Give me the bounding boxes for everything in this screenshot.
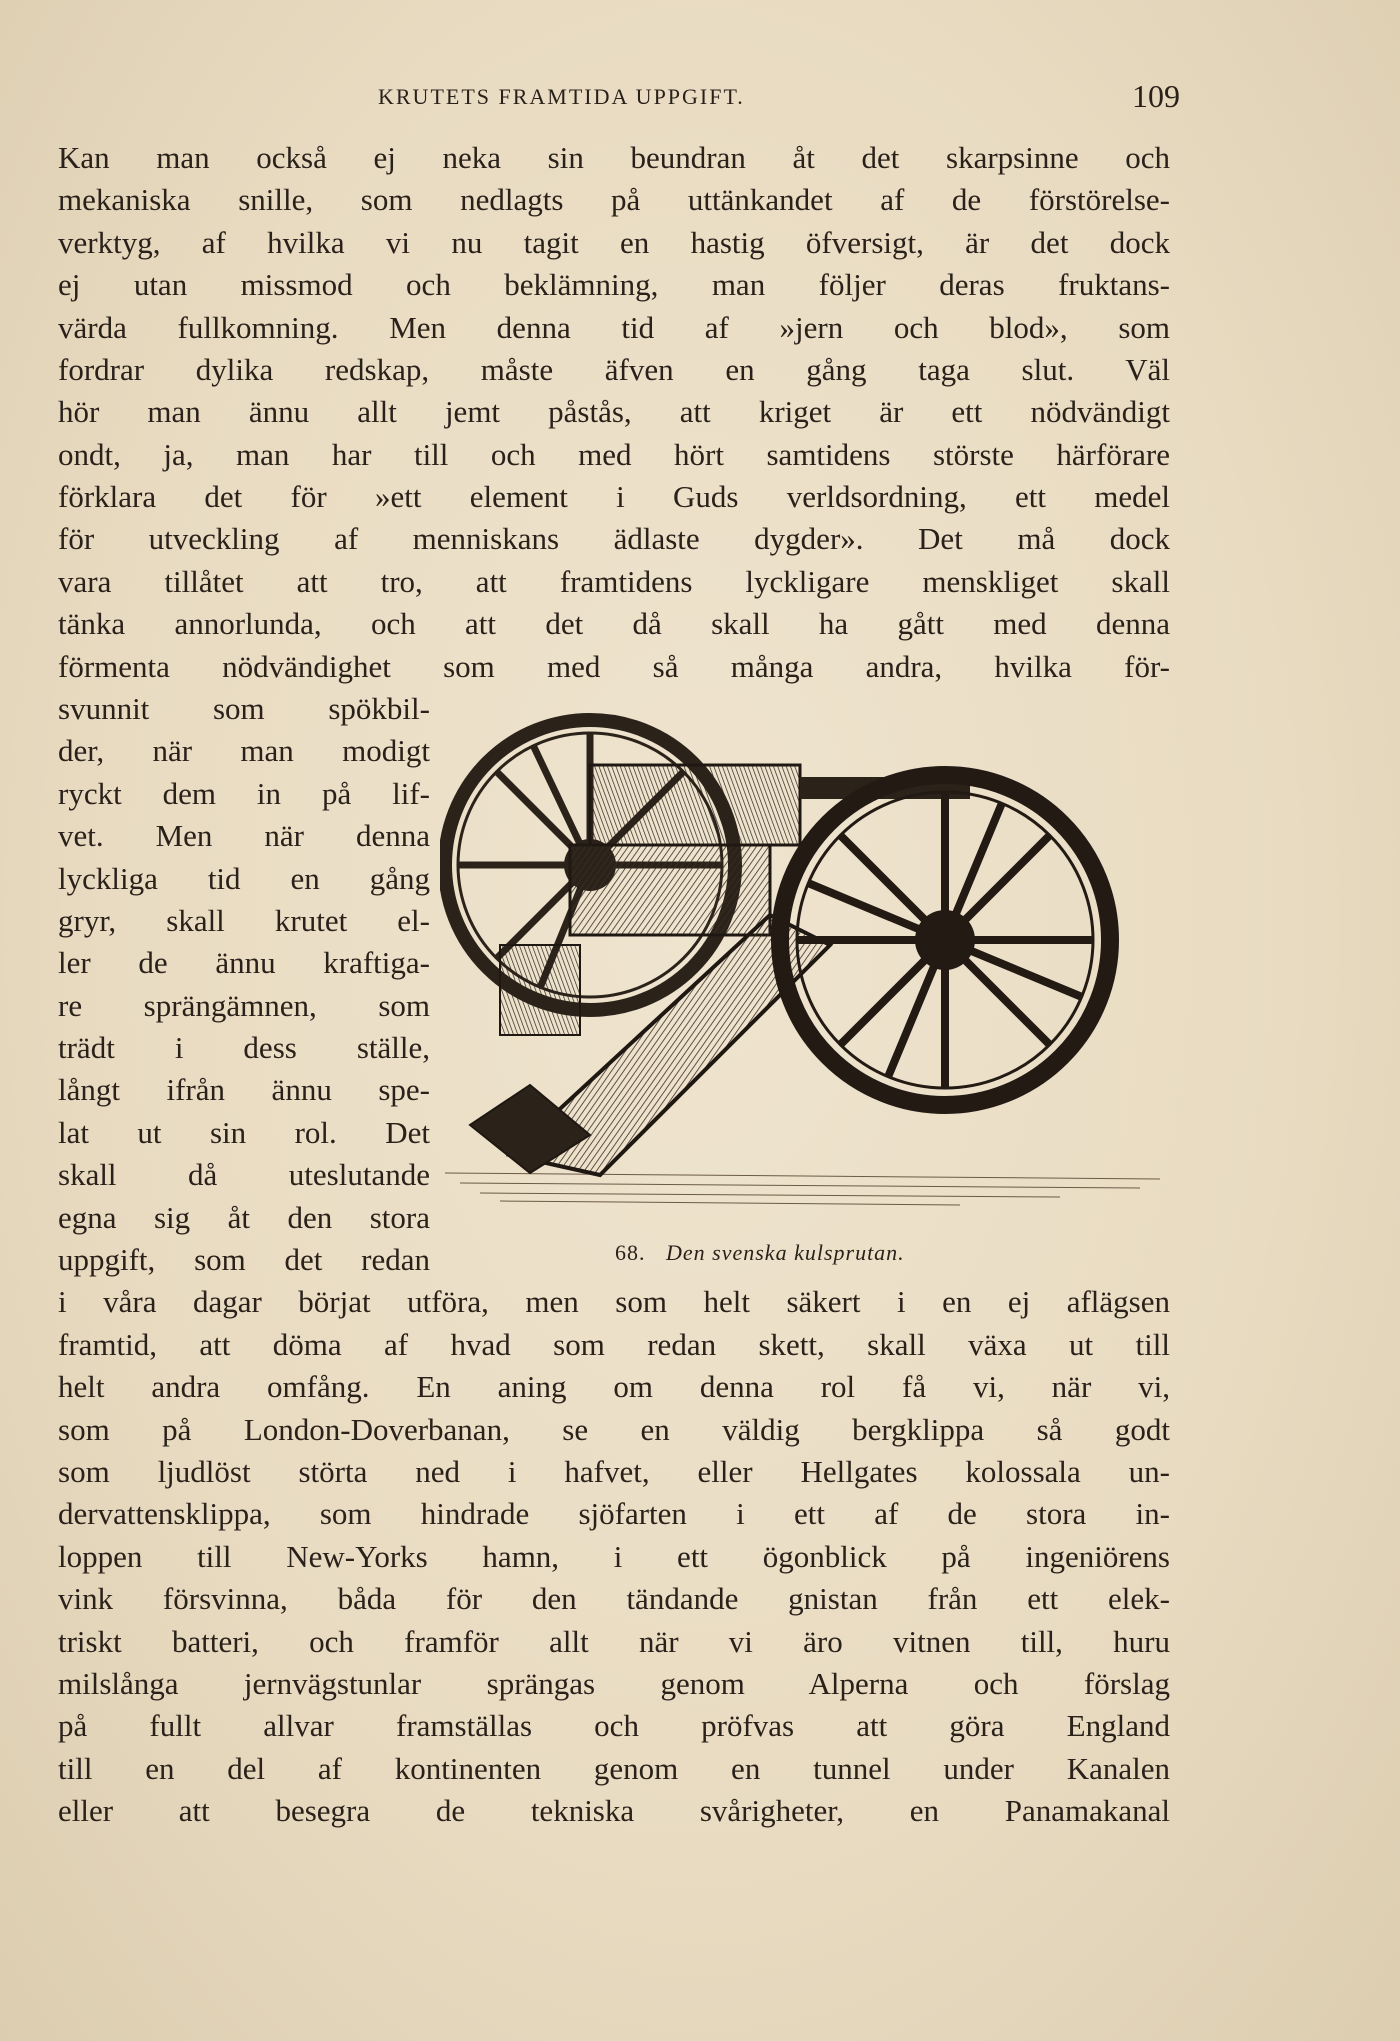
body-line: i våra dagar börjat utföra, men som helt säkert i en ej aflägsen xyxy=(58,1284,1170,1319)
body-line: loppen till New-Yorks hamn, i ett ögonblick på ingeniörens xyxy=(58,1539,1170,1574)
body-line: eller att besegra de tekniska svårigheter, en Panamakanal xyxy=(58,1793,1170,1828)
body-line: hör man ännu allt jemt påstås, att kriget är ett nödvändigt xyxy=(58,394,1170,429)
body-line: för utveckling af menniskans ädlaste dygder». Det må dock xyxy=(58,521,1170,556)
side-line: gryr, skall krutet el- xyxy=(58,903,430,938)
side-line: långt ifrån ännu spe- xyxy=(58,1072,430,1107)
body-line: tänka annorlunda, och att det då skall ha gått med denna xyxy=(58,606,1170,641)
body-line: värda fullkomning. Men denna tid af »jern och blod», som xyxy=(58,310,1170,345)
gatling-gun-illustration xyxy=(440,705,1180,1225)
body-line: på fullt allvar framställas och pröfvas att göra England xyxy=(58,1708,1170,1743)
body-line: mekaniska snille, som nedlagts på uttänkandet af de förstörelse- xyxy=(58,182,1170,217)
side-line: ryckt dem in på lif- xyxy=(58,776,430,811)
side-line: ler de ännu kraftiga- xyxy=(58,945,430,980)
front-wheel xyxy=(780,775,1110,1105)
body-line: vara tillåtet att tro, att framtidens lyckligare menskliget skall xyxy=(58,564,1170,599)
figure-caption-text: Den svenska kulsprutan. xyxy=(666,1240,905,1265)
body-line: framtid, att döma af hvad som redan skett, skall växa ut till xyxy=(58,1327,1170,1362)
side-line: lyckliga tid en gång xyxy=(58,861,430,896)
body-line: som ljudlöst störta ned i hafvet, eller Hellgates kolossala un- xyxy=(58,1454,1170,1489)
body-line: förmenta nödvändighet som med så många andra, hvilka för- xyxy=(58,649,1170,684)
body-line: milslånga jernvägstunlar sprängas genom Alperna och förslag xyxy=(58,1666,1170,1701)
body-line: verktyg, af hvilka vi nu tagit en hastig öfversigt, är det dock xyxy=(58,225,1170,260)
body-line: ej utan missmod och beklämning, man följer deras fruktans- xyxy=(58,267,1170,302)
side-line: svunnit som spökbil- xyxy=(58,691,430,726)
body-line: ondt, ja, man har till och med hört samtidens störste härförare xyxy=(58,437,1170,472)
body-line: triskt batteri, och framför allt när vi äro vitnen till, huru xyxy=(58,1624,1170,1659)
body-line: förklara det för »ett element i Guds verldsordning, ett medel xyxy=(58,479,1170,514)
side-line: uppgift, som det redan xyxy=(58,1242,430,1277)
side-line: lat ut sin rol. Det xyxy=(58,1115,430,1150)
side-line: der, när man modigt xyxy=(58,733,430,768)
body-line: helt andra omfång. En aning om denna rol få vi, när vi, xyxy=(58,1369,1170,1404)
body-line: vink försvinna, båda för den tändande gnistan från ett elek- xyxy=(58,1581,1170,1616)
side-line: vet. Men när denna xyxy=(58,818,430,853)
gatling-gun-engraving xyxy=(440,705,1180,1215)
body-line: till en del af kontinenten genom en tunnel under Kanalen xyxy=(58,1751,1170,1786)
running-head: KRUTETS FRAMTIDA UPPGIFT. xyxy=(378,84,745,109)
page-number: 109 xyxy=(1132,78,1180,114)
figure-number: 68. xyxy=(615,1240,646,1265)
side-line: re sprängämnen, som xyxy=(58,988,430,1023)
page-header xyxy=(60,78,1180,118)
side-line: trädt i dess ställe, xyxy=(58,1030,430,1065)
body-line: dervattensklippa, som hindrade sjöfarten i ett af de stora in- xyxy=(58,1496,1170,1531)
body-line: Kan man också ej neka sin beundran åt det skarpsinne och xyxy=(58,140,1170,175)
body-line: som på London-Doverbanan, se en väldig bergklippa så godt xyxy=(58,1412,1170,1447)
body-line: fordrar dylika redskap, måste äfven en gång taga slut. Väl xyxy=(58,352,1170,387)
side-line: skall då uteslutande xyxy=(58,1157,430,1192)
side-line: egna sig åt den stora xyxy=(58,1200,430,1235)
figure-caption xyxy=(615,1240,905,1266)
